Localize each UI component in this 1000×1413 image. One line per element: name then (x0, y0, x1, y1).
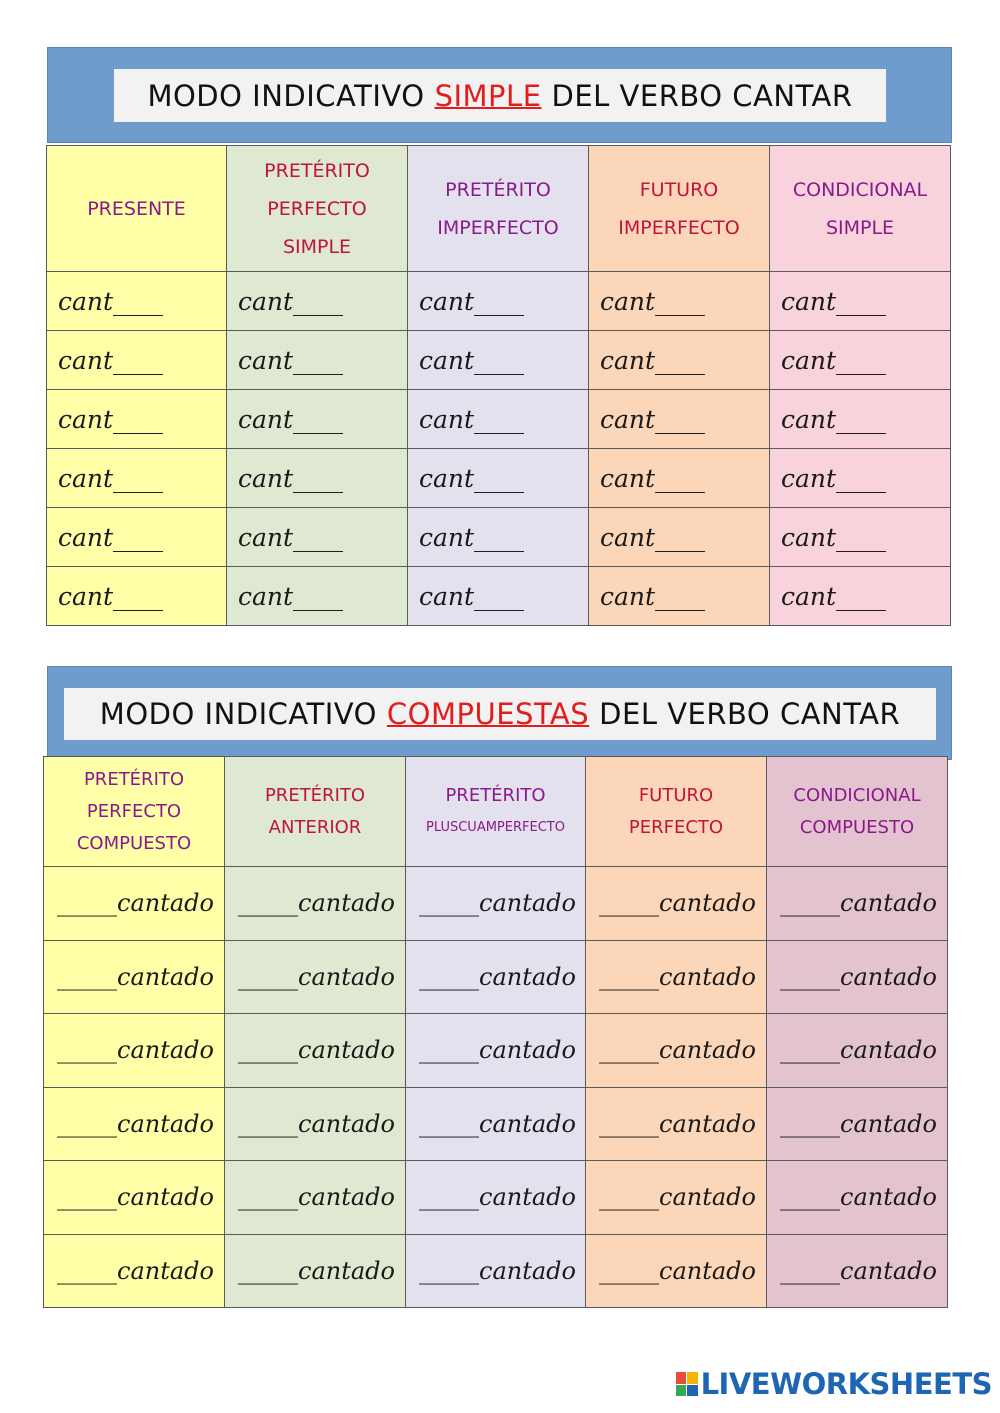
compound-answer-cell[interactable]: _____cantado (767, 1087, 948, 1161)
compound-answer-cell[interactable]: _____cantado (44, 940, 225, 1014)
simple-answer-cell[interactable]: cant____ (47, 390, 227, 449)
compound-table-row (44, 1234, 948, 1308)
simple-header-line: IMPERFECTO (618, 216, 740, 239)
compound-table-row (44, 1014, 948, 1088)
compound-header-cell (586, 757, 767, 867)
compound-header-line: PERFECTO (86, 800, 182, 822)
compound-answer-cell[interactable]: _____cantado (586, 1014, 767, 1088)
simple-table-row (47, 508, 951, 567)
compound-header-row (44, 757, 948, 867)
simple-answer-cell[interactable]: cant____ (47, 449, 227, 508)
simple-answer-cell[interactable]: cant____ (770, 449, 951, 508)
simple-header-line: PERFECTO (267, 197, 367, 220)
compound-answer-cell[interactable]: _____cantado (44, 1087, 225, 1161)
compound-answer-cell[interactable]: _____cantado (406, 1014, 586, 1088)
simple-tenses-table (46, 145, 951, 626)
simple-answer-cell[interactable]: cant____ (408, 449, 589, 508)
simple-answer-cell[interactable]: cant____ (227, 331, 408, 390)
compound-answer-cell[interactable]: _____cantado (44, 1014, 225, 1088)
compound-answer-cell[interactable]: _____cantado (44, 1161, 225, 1235)
simple-header-line: SIMPLE (825, 216, 895, 239)
compound-answer-cell[interactable]: _____cantado (586, 1087, 767, 1161)
simple-header-line: PRETÉRITO (264, 159, 370, 182)
compound-answer-cell[interactable]: _____cantado (406, 1161, 586, 1235)
compound-header-line: PRETÉRITO (445, 784, 546, 806)
simple-answer-cell[interactable]: cant____ (408, 390, 589, 449)
simple-answer-cell[interactable]: cant____ (770, 331, 951, 390)
simple-header-cell (408, 146, 589, 272)
liveworksheets-logo-icon (676, 1372, 698, 1396)
compound-answer-cell[interactable]: _____cantado (767, 1014, 948, 1088)
simple-title-suffix: DEL VERBO CANTAR (551, 78, 853, 113)
simple-answer-cell[interactable]: cant____ (47, 272, 227, 331)
compound-table-row (44, 1087, 948, 1161)
simple-header-cell (47, 146, 227, 272)
simple-answer-cell[interactable]: cant____ (589, 272, 770, 331)
compound-header-line: COMPUESTO (76, 832, 192, 854)
compound-title-prefix: MODO INDICATIVO (99, 697, 377, 731)
compound-header-line: ANTERIOR (268, 816, 362, 838)
simple-answer-cell[interactable]: cant____ (408, 331, 589, 390)
compound-table-row (44, 1161, 948, 1235)
simple-table-row (47, 272, 951, 331)
compound-answer-cell[interactable]: _____cantado (406, 940, 586, 1014)
simple-header-line: CONDICIONAL (792, 178, 928, 201)
compound-header-cell (44, 757, 225, 867)
simple-title-banner (47, 47, 952, 143)
compound-answer-cell[interactable]: _____cantado (767, 1234, 948, 1308)
simple-answer-cell[interactable]: cant____ (770, 272, 951, 331)
simple-answer-cell[interactable]: cant____ (227, 390, 408, 449)
simple-header-cell (589, 146, 770, 272)
compound-answer-cell[interactable]: _____cantado (225, 1087, 406, 1161)
simple-answer-cell[interactable]: cant____ (47, 508, 227, 567)
compound-answer-cell[interactable]: _____cantado (586, 1234, 767, 1308)
simple-answer-cell[interactable]: cant____ (47, 567, 227, 626)
simple-answer-cell[interactable]: cant____ (770, 508, 951, 567)
simple-answer-cell[interactable]: cant____ (47, 331, 227, 390)
compound-table-row (44, 867, 948, 941)
compound-answer-cell[interactable]: _____cantado (767, 867, 948, 941)
simple-answer-cell[interactable]: cant____ (227, 567, 408, 626)
compound-header-line: PRETÉRITO (264, 784, 366, 806)
compound-header-cell (406, 757, 586, 867)
simple-answer-cell[interactable]: cant____ (408, 567, 589, 626)
simple-answer-cell[interactable]: cant____ (589, 508, 770, 567)
compound-answer-cell[interactable]: _____cantado (44, 867, 225, 941)
compound-answer-cell[interactable]: _____cantado (406, 1087, 586, 1161)
compound-tenses-table (43, 756, 948, 1308)
simple-answer-cell[interactable]: cant____ (589, 331, 770, 390)
liveworksheets-logo (676, 1367, 992, 1401)
compound-answer-cell[interactable]: _____cantado (406, 1234, 586, 1308)
simple-answer-cell[interactable]: cant____ (770, 567, 951, 626)
simple-answer-cell[interactable]: cant____ (227, 272, 408, 331)
simple-answer-cell[interactable]: cant____ (408, 508, 589, 567)
compound-table-row (44, 940, 948, 1014)
simple-header-line: SIMPLE (282, 235, 352, 258)
simple-header-line: PRESENTE (87, 197, 186, 220)
simple-title (114, 69, 886, 122)
simple-answer-cell[interactable]: cant____ (589, 449, 770, 508)
compound-title-suffix: DEL VERBO CANTAR (599, 697, 901, 731)
simple-table-row (47, 390, 951, 449)
simple-answer-cell[interactable]: cant____ (227, 449, 408, 508)
compound-header-cell (767, 757, 948, 867)
compound-answer-cell[interactable]: _____cantado (767, 1161, 948, 1235)
simple-table-row (47, 449, 951, 508)
compound-title-banner (47, 666, 952, 760)
simple-answer-cell[interactable]: cant____ (227, 508, 408, 567)
compound-header-line: PRETÉRITO (83, 768, 185, 790)
compound-header-line: CONDICIONAL (793, 784, 921, 806)
simple-title-accent: SIMPLE (434, 78, 542, 113)
simple-header-cell (770, 146, 951, 272)
compound-answer-cell[interactable]: _____cantado (586, 867, 767, 941)
simple-answer-cell[interactable]: cant____ (408, 272, 589, 331)
compound-answer-cell[interactable]: _____cantado (225, 1014, 406, 1088)
compound-answer-cell[interactable]: _____cantado (586, 940, 767, 1014)
simple-table-row (47, 567, 951, 626)
simple-answer-cell[interactable]: cant____ (589, 567, 770, 626)
compound-answer-cell[interactable]: _____cantado (225, 1161, 406, 1235)
compound-answer-cell[interactable]: _____cantado (225, 867, 406, 941)
compound-header-line: COMPUESTO (799, 816, 915, 838)
compound-answer-cell[interactable]: _____cantado (225, 1234, 406, 1308)
simple-answer-cell[interactable]: cant____ (770, 390, 951, 449)
compound-header-cell (225, 757, 406, 867)
simple-header-line: PRETÉRITO (445, 178, 551, 201)
compound-answer-cell[interactable]: _____cantado (406, 867, 586, 941)
compound-title (64, 688, 936, 740)
simple-header-line: IMPERFECTO (437, 216, 559, 239)
compound-header-line: PERFECTO (628, 816, 724, 838)
simple-header-cell (227, 146, 408, 272)
compound-answer-cell[interactable]: _____cantado (225, 940, 406, 1014)
compound-title-accent: COMPUESTAS (386, 697, 590, 731)
compound-header-line: PLUSCUAMPERFECTO (426, 819, 565, 835)
compound-header-line: FUTURO (638, 784, 714, 806)
compound-answer-cell[interactable]: _____cantado (767, 940, 948, 1014)
simple-title-prefix: MODO INDICATIVO (147, 78, 425, 113)
simple-header-line: FUTURO (639, 178, 719, 201)
liveworksheets-brand: LIVEWORKSHEETS (700, 1367, 992, 1401)
compound-answer-cell[interactable]: _____cantado (586, 1161, 767, 1235)
simple-answer-cell[interactable]: cant____ (589, 390, 770, 449)
compound-answer-cell[interactable]: _____cantado (44, 1234, 225, 1308)
simple-table-row (47, 331, 951, 390)
simple-header-row (47, 146, 951, 272)
